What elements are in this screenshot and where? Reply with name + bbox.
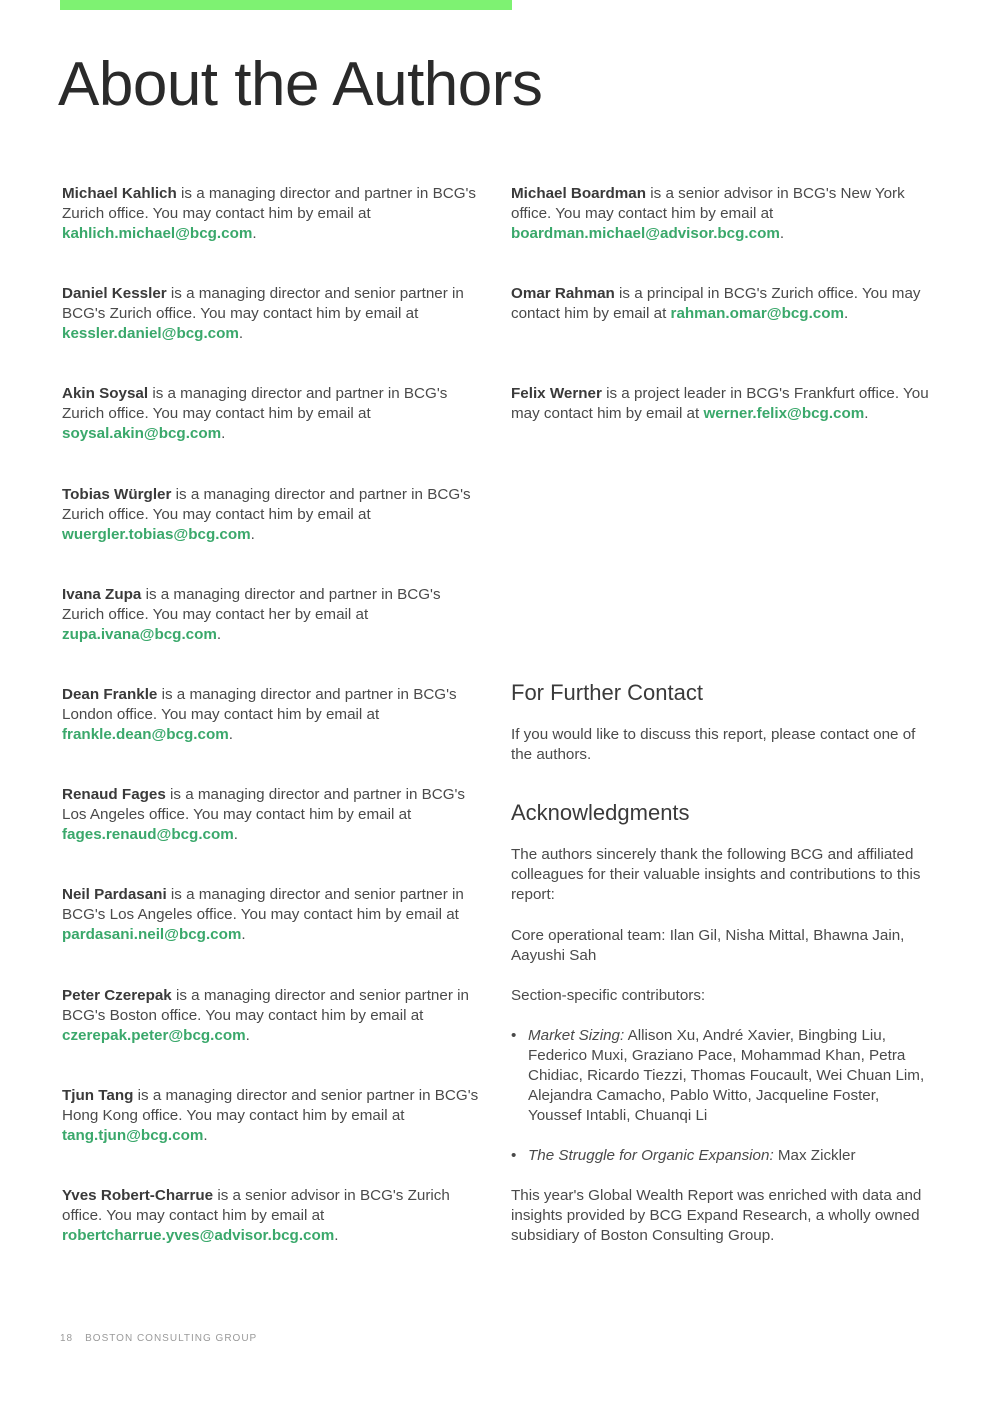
author-entry: Michael Kahlich is a managing director and partner in BCG's Zurich office. You may contact him by email at kahlich.michael@bcg.com. bbox=[62, 185, 477, 242]
author-entry: Ivana Zupa is a managing director and partner in BCG's Zurich office. You may contact her by email at zupa.ivana@bcg.com. bbox=[62, 586, 441, 643]
author-entry: Daniel Kessler is a managing director and senior partner in BCG's Zurich office. You may contact him by email at kessler.daniel@bcg.com. bbox=[62, 285, 464, 342]
further-contact-text: If you would like to discuss this report, please contact one of the authors. bbox=[511, 726, 916, 763]
author-email-link[interactable]: boardman.michael@advisor.bcg.com bbox=[511, 225, 780, 242]
further-contact-heading: For Further Contact bbox=[511, 680, 703, 705]
contributor-names: Max Zickler bbox=[773, 1147, 856, 1164]
author-name: Yves Robert-Charrue bbox=[62, 1187, 214, 1204]
author-email-link[interactable]: rahman.omar@bcg.com bbox=[670, 305, 845, 322]
author-name: Tobias Würgler bbox=[62, 486, 172, 503]
author-entry: Renaud Fages is a managing director and partner in BCG's Los Angeles office. You may contact him by email at fages.renaud@bcg.com. bbox=[62, 786, 466, 843]
author-email-link[interactable]: frankle.dean@bcg.com bbox=[62, 726, 229, 743]
bullet-icon: • bbox=[511, 1027, 517, 1044]
author-description: is a managing director and partner in BCG's Zurich office. You may contact him by email at bbox=[62, 486, 471, 523]
author-name: Tjun Tang bbox=[62, 1087, 134, 1104]
author-description: is a managing director and partner in BCG's Zurich office. You may contact him by email at bbox=[62, 385, 448, 422]
author-entry: Dean Frankle is a managing director and partner in BCG's London office. You may contact him by email at frankle.dean@bcg.com. bbox=[62, 686, 457, 743]
contributor-section-label: Market Sizing: bbox=[528, 1027, 625, 1044]
author-email-link[interactable]: robertcharrue.yves@advisor.bcg.com bbox=[62, 1227, 335, 1244]
author-entry: Neil Pardasani is a managing director and senior partner in BCG's Los Angeles office. You may contact him by email at pardasani.neil@bcg.com. bbox=[62, 886, 464, 943]
author-email-link[interactable]: kessler.daniel@bcg.com bbox=[62, 325, 239, 342]
author-description: is a project leader in BCG's Frankfurt office. You may contact him by email at bbox=[511, 385, 929, 422]
author-description: is a managing director and partner in BCG's Zurich office. You may contact her by email at bbox=[62, 586, 441, 623]
author-email-link[interactable]: tang.tjun@bcg.com bbox=[62, 1127, 204, 1144]
author-entry: Tobias Würgler is a managing director and partner in BCG's Zurich office. You may contact him by email at wuergler.tobias@bcg.com. bbox=[62, 486, 471, 543]
author-entry: Omar Rahman is a principal in BCG's Zurich office. You may contact him by email at rahman.omar@bcg.com. bbox=[511, 285, 921, 322]
author-email-link[interactable]: fages.renaud@bcg.com bbox=[62, 826, 234, 843]
author-description: is a managing director and senior partner in BCG's Hong Kong office. You may contact him by email at bbox=[62, 1087, 479, 1124]
author-description: is a managing director and partner in BCG's Los Angeles office. You may contact him by email at bbox=[62, 786, 466, 823]
author-name: Dean Frankle bbox=[62, 686, 158, 703]
author-entry: Peter Czerepak is a managing director and senior partner in BCG's Boston office. You may contact him by email at czerepak.peter@bcg.com. bbox=[62, 987, 469, 1044]
contributors-list bbox=[511, 1026, 935, 1166]
author-name: Renaud Fages bbox=[62, 786, 166, 803]
author-description: is a managing director and senior partner in BCG's Los Angeles office. You may contact him by email at bbox=[62, 886, 464, 923]
author-email-link[interactable]: czerepak.peter@bcg.com bbox=[62, 1027, 246, 1044]
author-entry: Michael Boardman is a senior advisor in BCG's New York office. You may contact him by email at boardman.michael@advisor.bcg.com. bbox=[511, 185, 905, 242]
author-description: is a managing director and partner in BCG's Zurich office. You may contact him by email at bbox=[62, 185, 477, 222]
author-description: is a managing director and partner in BCG's London office. You may contact him by email at bbox=[62, 686, 457, 723]
author-description: is a managing director and senior partner in BCG's Zurich office. You may contact him by email at bbox=[62, 285, 464, 322]
author-name: Daniel Kessler bbox=[62, 285, 167, 302]
author-name: Michael Boardman bbox=[511, 185, 647, 202]
author-name: Neil Pardasani bbox=[62, 886, 167, 903]
author-email-link[interactable]: werner.felix@bcg.com bbox=[703, 405, 865, 422]
acknowledgments-closing: This year's Global Wealth Report was enriched with data and insights provided by BCG Expand Research, a wholly owned subsidiary of Boston Consulting Group. bbox=[511, 1187, 922, 1244]
author-name: Felix Werner bbox=[511, 385, 602, 402]
author-description: is a managing director and senior partner in BCG's Boston office. You may contact him by email at bbox=[62, 987, 469, 1024]
footer-org: BOSTON CONSULTING GROUP bbox=[85, 1333, 258, 1344]
author-email-link[interactable]: kahlich.michael@bcg.com bbox=[62, 225, 253, 242]
author-name: Akin Soysal bbox=[62, 385, 149, 402]
accent-bar bbox=[60, 0, 512, 10]
contributor-names: Allison Xu, André Xavier, Bingbing Liu, Federico Muxi, Graziano Pace, Mohammad Khan, Petra Chidiac, Ricardo Tiezzi, Thomas Foucault, Wei Chuan Lim, Alejandra Camacho, Pablo Witto, Jacqueline Foster, Youssef Intabli, Chuanqi Li bbox=[528, 1027, 925, 1124]
contributor-section-label: The Struggle for Organic Expansion: bbox=[528, 1147, 774, 1164]
author-entry: Felix Werner is a project leader in BCG's Frankfurt office. You may contact him by email at werner.felix@bcg.com. bbox=[511, 385, 929, 422]
author-name: Omar Rahman bbox=[511, 285, 615, 302]
list-item bbox=[511, 1146, 935, 1166]
author-email-link[interactable]: zupa.ivana@bcg.com bbox=[62, 626, 217, 643]
author-name: Michael Kahlich bbox=[62, 185, 177, 202]
author-email-link[interactable]: soysal.akin@bcg.com bbox=[62, 425, 222, 442]
author-description: is a senior advisor in BCG's Zurich office. You may contact him by email at bbox=[62, 1187, 450, 1224]
page-number: 18 bbox=[60, 1333, 74, 1344]
author-description: is a principal in BCG's Zurich office. You may contact him by email at bbox=[511, 285, 921, 322]
author-entry: Yves Robert-Charrue is a senior advisor in BCG's Zurich office. You may contact him by email at robertcharrue.yves@advisor.bcg.com. bbox=[62, 1187, 450, 1244]
acknowledgments-intro: The authors sincerely thank the following BCG and affiliated colleagues for their valuable insights and contributions to this report: bbox=[511, 846, 921, 903]
author-entry: Tjun Tang is a managing director and senior partner in BCG's Hong Kong office. You may contact him by email at tang.tjun@bcg.com. bbox=[62, 1087, 479, 1144]
page-title: About the Authors bbox=[58, 50, 543, 119]
section-contributors-label: Section-specific contributors: bbox=[511, 987, 706, 1004]
core-team-text: Core operational team: Ilan Gil, Nisha Mittal, Bhawna Jain, Aayushi Sah bbox=[511, 927, 905, 964]
author-email-link[interactable]: wuergler.tobias@bcg.com bbox=[62, 526, 251, 543]
author-description: is a senior advisor in BCG's New York office. You may contact him by email at bbox=[511, 185, 905, 222]
page-footer bbox=[60, 1333, 257, 1344]
acknowledgments-heading: Acknowledgments bbox=[511, 800, 690, 825]
author-name: Ivana Zupa bbox=[62, 586, 142, 603]
author-entry: Akin Soysal is a managing director and partner in BCG's Zurich office. You may contact him by email at soysal.akin@bcg.com. bbox=[62, 385, 448, 442]
bullet-icon: • bbox=[511, 1147, 517, 1164]
author-email-link[interactable]: pardasani.neil@bcg.com bbox=[62, 926, 242, 943]
list-item bbox=[511, 1026, 935, 1126]
author-name: Peter Czerepak bbox=[62, 987, 172, 1004]
